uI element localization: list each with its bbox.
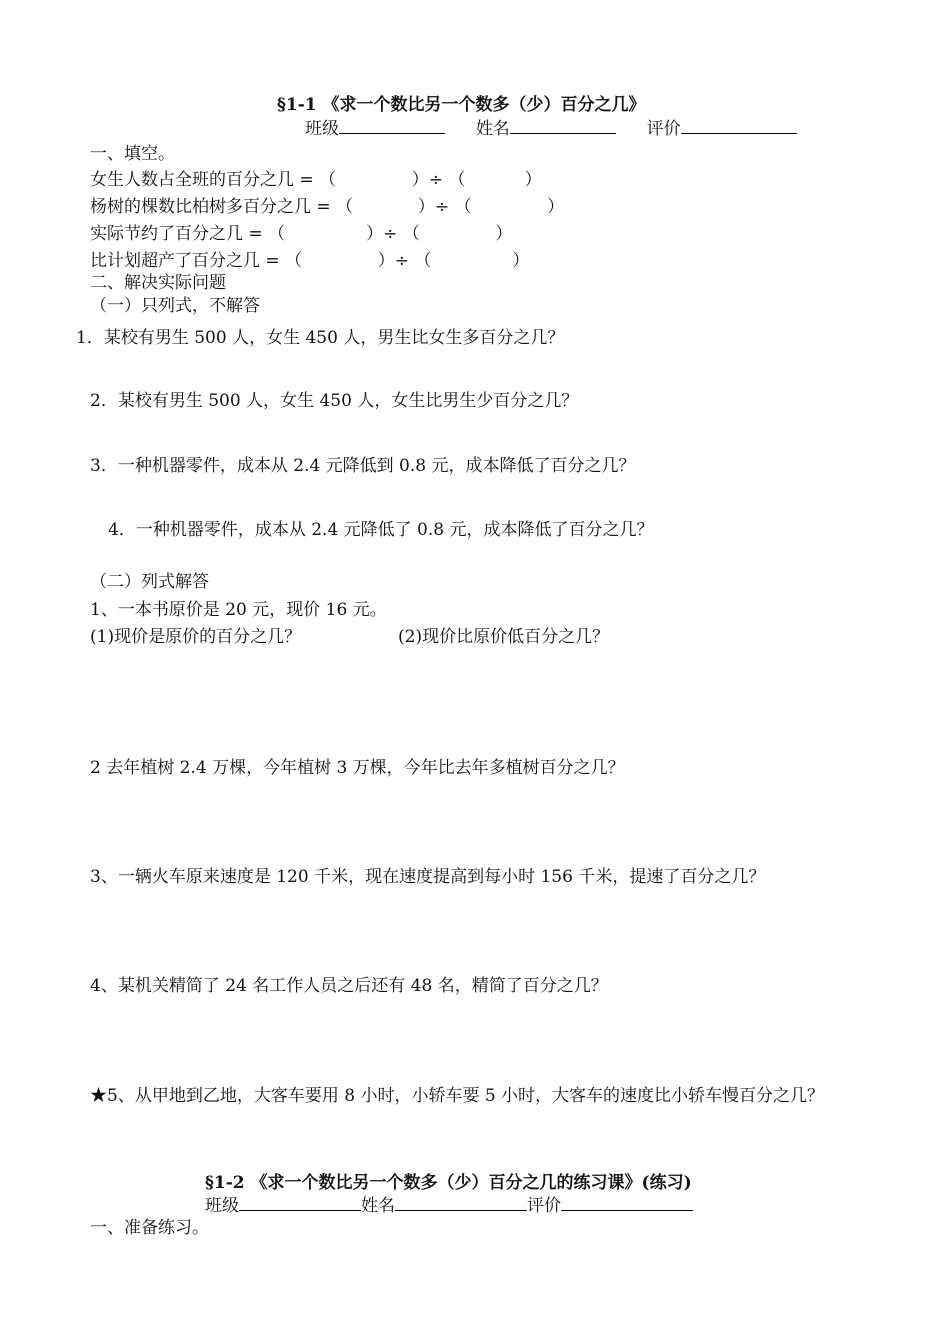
part2-heading: 二、解决实际问题 — [90, 273, 226, 293]
sub2-heading: （二）列式解答 — [90, 572, 209, 592]
sub1-heading: （一）只列式，不解答 — [90, 296, 260, 316]
class-blank[interactable] — [239, 1194, 361, 1211]
fill-line: 女生人数占全班的百分之几 = （ ）÷ （ ） — [90, 170, 542, 190]
name-label: 姓名 — [475, 119, 510, 139]
rating-label: 评价 — [527, 1196, 561, 1216]
fill-line: 实际节约了百分之几 = （ ）÷ （ ） — [90, 224, 513, 244]
question-1b: (2)现价比原价低百分之几？ — [398, 627, 610, 647]
name-blank[interactable] — [510, 117, 616, 134]
class-label: 班级 — [205, 1196, 239, 1216]
question-1a: (1)现价是原价的百分之几？ — [90, 627, 302, 647]
question-3: 3、一辆火车原来速度是 120 千米，现在速度提高到每小时 156 千米，提速了百分之几？ — [90, 867, 766, 887]
list-item: 3．一种机器零件，成本从 2.4 元降低到 0.8 元，成本降低了百分之几？ — [90, 456, 636, 476]
list-item: 2．某校有男生 500 人，女生 450 人，女生比男生少百分之几？ — [90, 391, 579, 411]
question-2: 2 去年植树 2.4 万棵，今年植树 3 万棵，今年比去年多植树百分之几？ — [90, 758, 625, 778]
rating-label: 评价 — [646, 119, 681, 139]
fill-line: 比计划超产了百分之几 = （ ）÷ （ ） — [90, 251, 530, 271]
section1-meta — [305, 117, 797, 140]
list-item: 1．某校有男生 500 人，女生 450 人，男生比女生多百分之几？ — [76, 328, 565, 348]
rating-blank[interactable] — [681, 117, 797, 134]
question-1: 1、一本书原价是 20 元，现价 16 元。 — [90, 600, 387, 620]
rating-blank[interactable] — [561, 1194, 693, 1211]
section2-title: §1-2 《求一个数比另一个数多（少）百分之几的练习课》(练习) — [205, 1173, 692, 1193]
section2-meta — [205, 1194, 693, 1217]
section2-part1-heading: 一、准备练习。 — [90, 1218, 209, 1238]
class-label: 班级 — [305, 119, 339, 139]
name-blank[interactable] — [395, 1194, 527, 1211]
list-item: 4．一种机器零件，成本从 2.4 元降低了 0.8 元，成本降低了百分之几？ — [108, 520, 654, 540]
section1-title: §1-1 《求一个数比另一个数多（少）百分之几》 — [277, 95, 646, 115]
question-4: 4、某机关精简了 24 名工作人员之后还有 48 名，精简了百分之几？ — [90, 976, 608, 996]
class-blank[interactable] — [339, 117, 445, 134]
question-5: ★5、从甲地到乙地，大客车要用 8 小时，小轿车要 5 小时，大客车的速度比小轿车慢百分之几？ — [90, 1086, 825, 1106]
name-label: 姓名 — [361, 1196, 395, 1216]
fill-line: 杨树的棵数比柏树多百分之几 = （ ）÷ （ ） — [90, 197, 565, 217]
part1-heading: 一、填空。 — [90, 144, 175, 164]
